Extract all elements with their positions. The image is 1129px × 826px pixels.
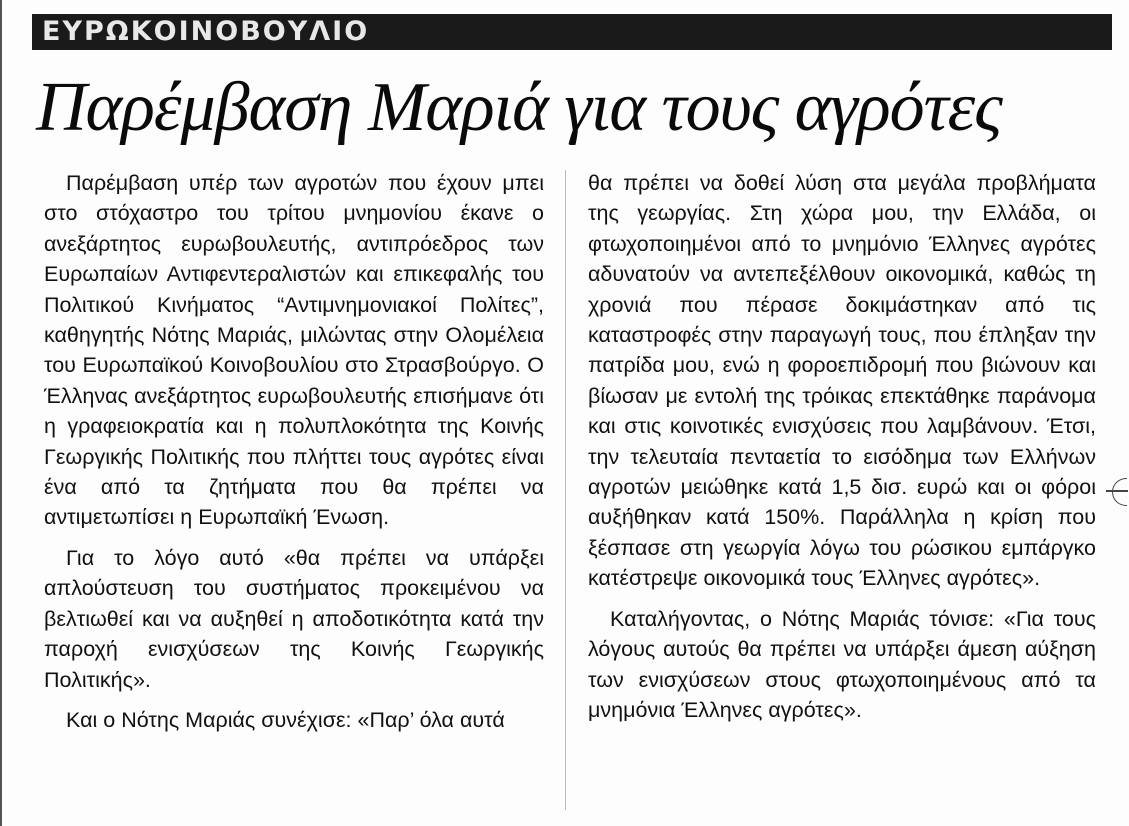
paragraph: Και ο Νότης Μαριάς συνέχισε: «Παρ’ όλα αυτά (66, 707, 505, 732)
column-divider (565, 170, 566, 810)
paragraph: Καταλήγοντας, ο Νότης Μαριάς τόνισε: «Για τους λόγους αυτούς θα πρέπει να υπάρξει άμεση αύξηση των ενισχύσεων στους φτωχοποιημένους από τα μνημόνια Έλληνες αγρότες». (588, 606, 1096, 722)
article-headline: Παρέμβαση Mαριά για τους αγρότες (36, 69, 1002, 146)
section-kicker-bar (32, 14, 1112, 50)
registration-mark-icon (1112, 478, 1127, 506)
article-column-right (588, 168, 1096, 735)
paragraph: θα πρέπει να δοθεί λύση στα μεγάλα προβλήματα της γεωργίας. Στη χώρα μου, την Ελλάδα, οι φτωχοποιημένοι από το μνημόνιο Έλληνες αγρότες αδυνατούν να αντεπεξέλθουν οικονομικά, καθώς τη χρονιά που πέρασε δοκιμάστηκαν από τις καταστροφές στην παραγωγή τους, που έπληξαν την πατρίδα μου, ενώ η φοροεπιδρομή που βιώνουν και βίωσαν με εντολή της τρόικας επεκτάθηκε παράνομα και στις κοινοτικές ενισχύσεις που λαμβάνουν. Έτσι, την τελευταία πενταετία το εισόδημα των Ελλήνων αγροτών μειώθηκε κατά 1,5 δισ. ευρώ και οι φόροι αυξήθηκαν κατά 150%. Παράλληλα η κρίση που ξέσπασε στη γεωργία λόγω του ρώσικου εμπάργκο κατέστρεψε οικονομικά τους Έλληνες αγρότες». (588, 171, 1096, 591)
section-kicker: ΕΥΡΩΚΟΙΝΟΒΟΥΛΙΟ (42, 16, 370, 47)
registration-tick (1106, 490, 1128, 492)
paragraph: Για το λόγο αυτό «θα πρέπει να υπάρξει απλούστευση του συστήματος προκειμένου να βελτιωθεί και να αυξηθεί η αποδοτικότητα κατά την παροχή ενισχύσεων της Κοινής Γεωργικής Πολιτικής». (44, 545, 544, 692)
paragraph: Παρέμβαση υπέρ των αγροτών που έχουν μπει στο στόχαστρο του τρίτου μνημονίου έκανε ο ανεξάρτητος ευρωβουλευτής, αντιπρόεδρος των Ευρωπαίων Αντιφεντεραλιστών και επικεφαλής του Πολιτικού Κινήματος “Αντιμνημονιακοί Πολίτες”, καθηγητής Νότης Μαριάς, μιλώντας στην Ολομέλεια του Ευρωπαϊκού Κοινοβουλίου στο Στρασβούργο. Ο Έλληνας ανεξάρτητος ευρωβουλευτής επισήμανε ότι η γραφειοκρατία και η πολυπλοκότητα της Κοινής Γεωργικής Πολιτικής που πλήττει τους αγρότες είναι ένα από τα ζητήματα που θα πρέπει να αντιμετωπίσει η Ευρωπαϊκή Ένωση. (44, 171, 544, 530)
article-column-left (44, 168, 544, 745)
